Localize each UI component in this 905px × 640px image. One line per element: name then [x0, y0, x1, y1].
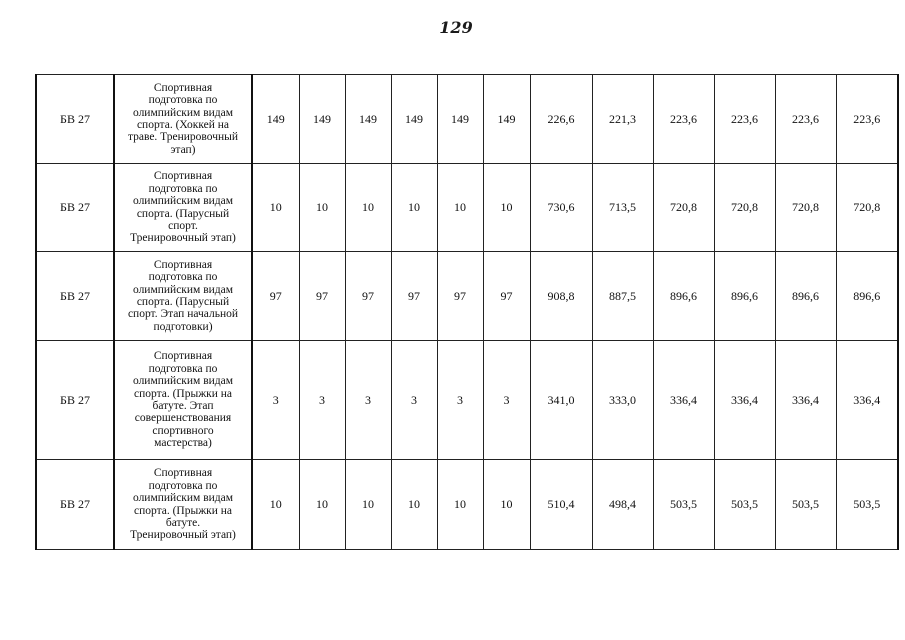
row-value-cell: 10	[252, 164, 299, 252]
row-value-cell: 3	[345, 341, 391, 460]
description-line: Тренировочный этап)	[130, 529, 236, 542]
row-value-cell: 223,6	[775, 75, 836, 164]
row-value-cell: 149	[345, 75, 391, 164]
row-value-cell: 10	[252, 460, 299, 550]
table-row	[36, 164, 898, 252]
row-value-cell: 226,6	[530, 75, 592, 164]
description-line: подготовка по	[148, 182, 218, 195]
description-line: подготовки)	[153, 320, 213, 333]
row-value-cell: 221,3	[592, 75, 653, 164]
table-row	[36, 341, 898, 460]
row-value-cell: 713,5	[592, 164, 653, 252]
row-value-cell: 720,8	[836, 164, 898, 252]
row-value-cell: 10	[299, 164, 345, 252]
description-line: спорт.	[168, 219, 198, 232]
row-value-cell: 223,6	[653, 75, 714, 164]
description-line: мастерства)	[154, 437, 212, 450]
row-value-cell: 896,6	[653, 252, 714, 341]
row-value-cell: 10	[483, 164, 530, 252]
row-code-cell: БВ 27	[36, 341, 114, 460]
row-value-cell: 503,5	[714, 460, 775, 550]
description-line: Спортивная	[153, 258, 213, 271]
description-line: спорта. (Прыжки на	[133, 504, 233, 517]
row-value-cell: 333,0	[592, 341, 653, 460]
row-value-cell: 10	[391, 460, 437, 550]
row-description-cell	[114, 341, 252, 460]
row-value-cell: 149	[437, 75, 483, 164]
row-value-cell: 223,6	[714, 75, 775, 164]
row-value-cell: 336,4	[653, 341, 714, 460]
row-value-cell: 149	[391, 75, 437, 164]
row-value-cell: 223,6	[836, 75, 898, 164]
description-line: Тренировочный этап)	[130, 232, 236, 245]
description-line: Спортивная	[153, 81, 213, 94]
row-value-cell: 896,6	[775, 252, 836, 341]
table-row	[36, 75, 898, 164]
row-value-cell: 10	[345, 460, 391, 550]
description-line: олимпийским видам	[132, 375, 234, 388]
description-line: спорта. (Хоккей на	[136, 119, 230, 131]
description-line: батуте.	[165, 516, 201, 529]
row-value-cell: 10	[299, 460, 345, 550]
row-value-cell: 503,5	[653, 460, 714, 550]
row-value-cell: 97	[391, 252, 437, 341]
row-value-cell: 149	[483, 75, 530, 164]
row-value-cell: 730,6	[530, 164, 592, 252]
row-value-cell: 503,5	[836, 460, 898, 550]
row-value-cell: 720,8	[714, 164, 775, 252]
row-value-cell: 97	[252, 252, 299, 341]
row-value-cell: 896,6	[836, 252, 898, 341]
row-value-cell: 887,5	[592, 252, 653, 341]
row-value-cell: 896,6	[714, 252, 775, 341]
description-line: олимпийским видам	[132, 195, 234, 208]
budget-table	[35, 74, 899, 550]
row-value-cell: 97	[437, 252, 483, 341]
row-value-cell: 341,0	[530, 341, 592, 460]
description-line: олимпийским видам	[132, 283, 234, 296]
row-value-cell: 336,4	[836, 341, 898, 460]
row-value-cell: 10	[345, 164, 391, 252]
description-line: Спортивная	[153, 170, 213, 183]
row-value-cell: 3	[299, 341, 345, 460]
description-line: спорта. (Парусный	[136, 296, 230, 308]
row-value-cell: 720,8	[653, 164, 714, 252]
description-line: спорта. (Прыжки на	[133, 387, 233, 400]
row-description-cell	[114, 252, 252, 341]
row-value-cell: 97	[345, 252, 391, 341]
row-value-cell: 10	[437, 164, 483, 252]
row-code-cell: БВ 27	[36, 164, 114, 252]
row-value-cell: 908,8	[530, 252, 592, 341]
row-value-cell: 149	[299, 75, 345, 164]
description-line: спорт. Этап начальной	[127, 308, 239, 321]
page-number: 129	[439, 18, 473, 37]
row-value-cell: 336,4	[775, 341, 836, 460]
row-value-cell: 10	[391, 164, 437, 252]
description-line: спортивного	[152, 424, 214, 437]
description-line: Спортивная	[153, 467, 213, 480]
description-line: траве. Тренировочный	[127, 131, 239, 144]
row-value-cell: 3	[483, 341, 530, 460]
row-value-cell: 336,4	[714, 341, 775, 460]
description-line: олимпийским видам	[132, 492, 234, 505]
row-code-cell: БВ 27	[36, 460, 114, 550]
row-code-cell: БВ 27	[36, 252, 114, 341]
row-value-cell: 720,8	[775, 164, 836, 252]
row-value-cell: 3	[391, 341, 437, 460]
row-value-cell: 149	[252, 75, 299, 164]
row-description-cell	[114, 164, 252, 252]
row-value-cell: 3	[252, 341, 299, 460]
row-value-cell: 10	[483, 460, 530, 550]
row-value-cell: 503,5	[775, 460, 836, 550]
table-row	[36, 460, 898, 550]
description-line: подготовка по	[148, 362, 218, 375]
description-line: батуте. Этап	[152, 400, 214, 412]
description-line: олимпийским видам	[132, 106, 234, 119]
description-line: этап)	[170, 143, 196, 156]
row-value-cell: 97	[483, 252, 530, 341]
description-line: подготовка по	[148, 94, 218, 107]
row-code-cell: БВ 27	[36, 75, 114, 164]
row-value-cell: 97	[299, 252, 345, 341]
row-value-cell: 510,4	[530, 460, 592, 550]
row-value-cell: 3	[437, 341, 483, 460]
row-description-cell	[114, 460, 252, 550]
row-description-cell	[114, 75, 252, 164]
description-line: Спортивная	[153, 350, 213, 363]
row-value-cell: 498,4	[592, 460, 653, 550]
description-line: подготовка по	[148, 479, 218, 492]
description-line: спорта. (Парусный	[136, 207, 230, 220]
row-value-cell: 10	[437, 460, 483, 550]
table-row	[36, 252, 898, 341]
description-line: совершенствования	[134, 412, 232, 425]
description-line: подготовка по	[148, 271, 218, 284]
